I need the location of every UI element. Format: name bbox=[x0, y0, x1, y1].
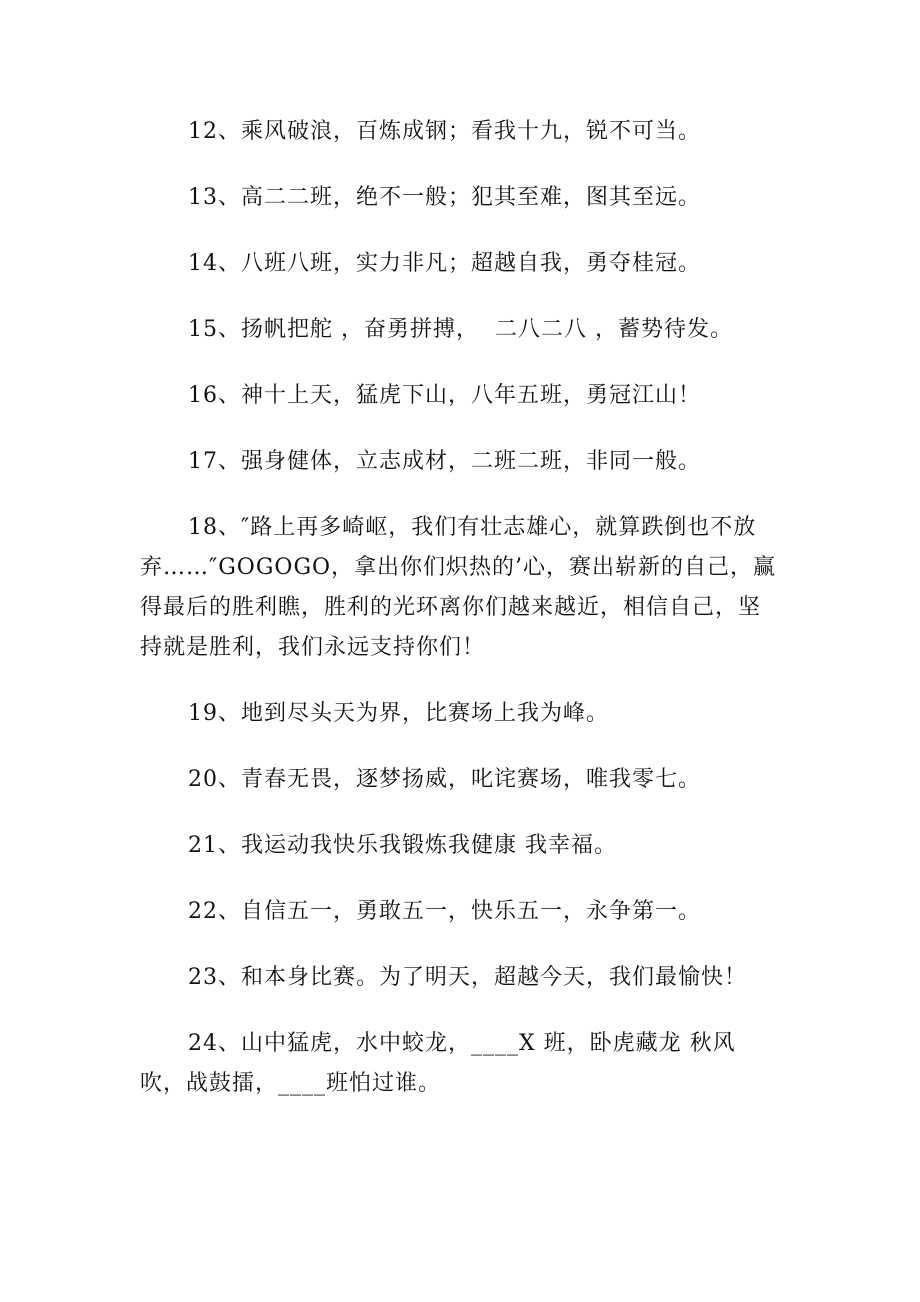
slogan-item-20: 20、青春无畏，逐梦扬威，叱诧赛场，唯我零七。 bbox=[188, 767, 701, 792]
slogan-item-14: 14、八班八班，实力非凡；超越自我，勇夺桂冠。 bbox=[188, 251, 701, 276]
slogan-item-18: 18、″路上再多崎岖，我们有壮志雄心，就算跌倒也不放弃……″GOGOGO，拿出你们炽热的’心，赛出崭新的自己，赢得最后的胜利瞧，胜利的光环离你们越来越近，相信自己，坚持就是胜利，我们永远支持你们！ bbox=[140, 515, 777, 660]
slogan-item-13: 13、高二二班，绝不一般；犯其至难，图其至远。 bbox=[188, 185, 701, 210]
slogan-item-21: 21、我运动我快乐我锻炼我健康 我幸福。 bbox=[188, 833, 617, 858]
slogan-item-12: 12、乘风破浪，百炼成钢；看我十九，锐不可当。 bbox=[188, 119, 701, 144]
slogan-item-15: 15、扬帆把舵 ，奋勇拼搏， 二八二八 ，蓄势待发。 bbox=[188, 317, 733, 342]
slogan-item-16: 16、神十上天，猛虎下山，八年五班，勇冠江山！ bbox=[188, 383, 701, 408]
slogan-item-22: 22、自信五一，勇敢五一，快乐五一，永争第一。 bbox=[188, 899, 701, 924]
slogan-list bbox=[140, 112, 780, 1130]
slogan-item-17: 17、强身健体，立志成材，二班二班，非同一般。 bbox=[188, 449, 701, 474]
slogan-item-24: 24、山中猛虎，水中蛟龙，____X 班，卧虎藏龙 秋风吹，战鼓擂，____班怕过谁。 bbox=[140, 1031, 736, 1096]
slogan-item-23: 23、和本身比赛。为了明天，超越今天，我们最愉快！ bbox=[188, 965, 747, 990]
slogan-item-19: 19、地到尽头天为界，比赛场上我为峰。 bbox=[188, 701, 609, 726]
